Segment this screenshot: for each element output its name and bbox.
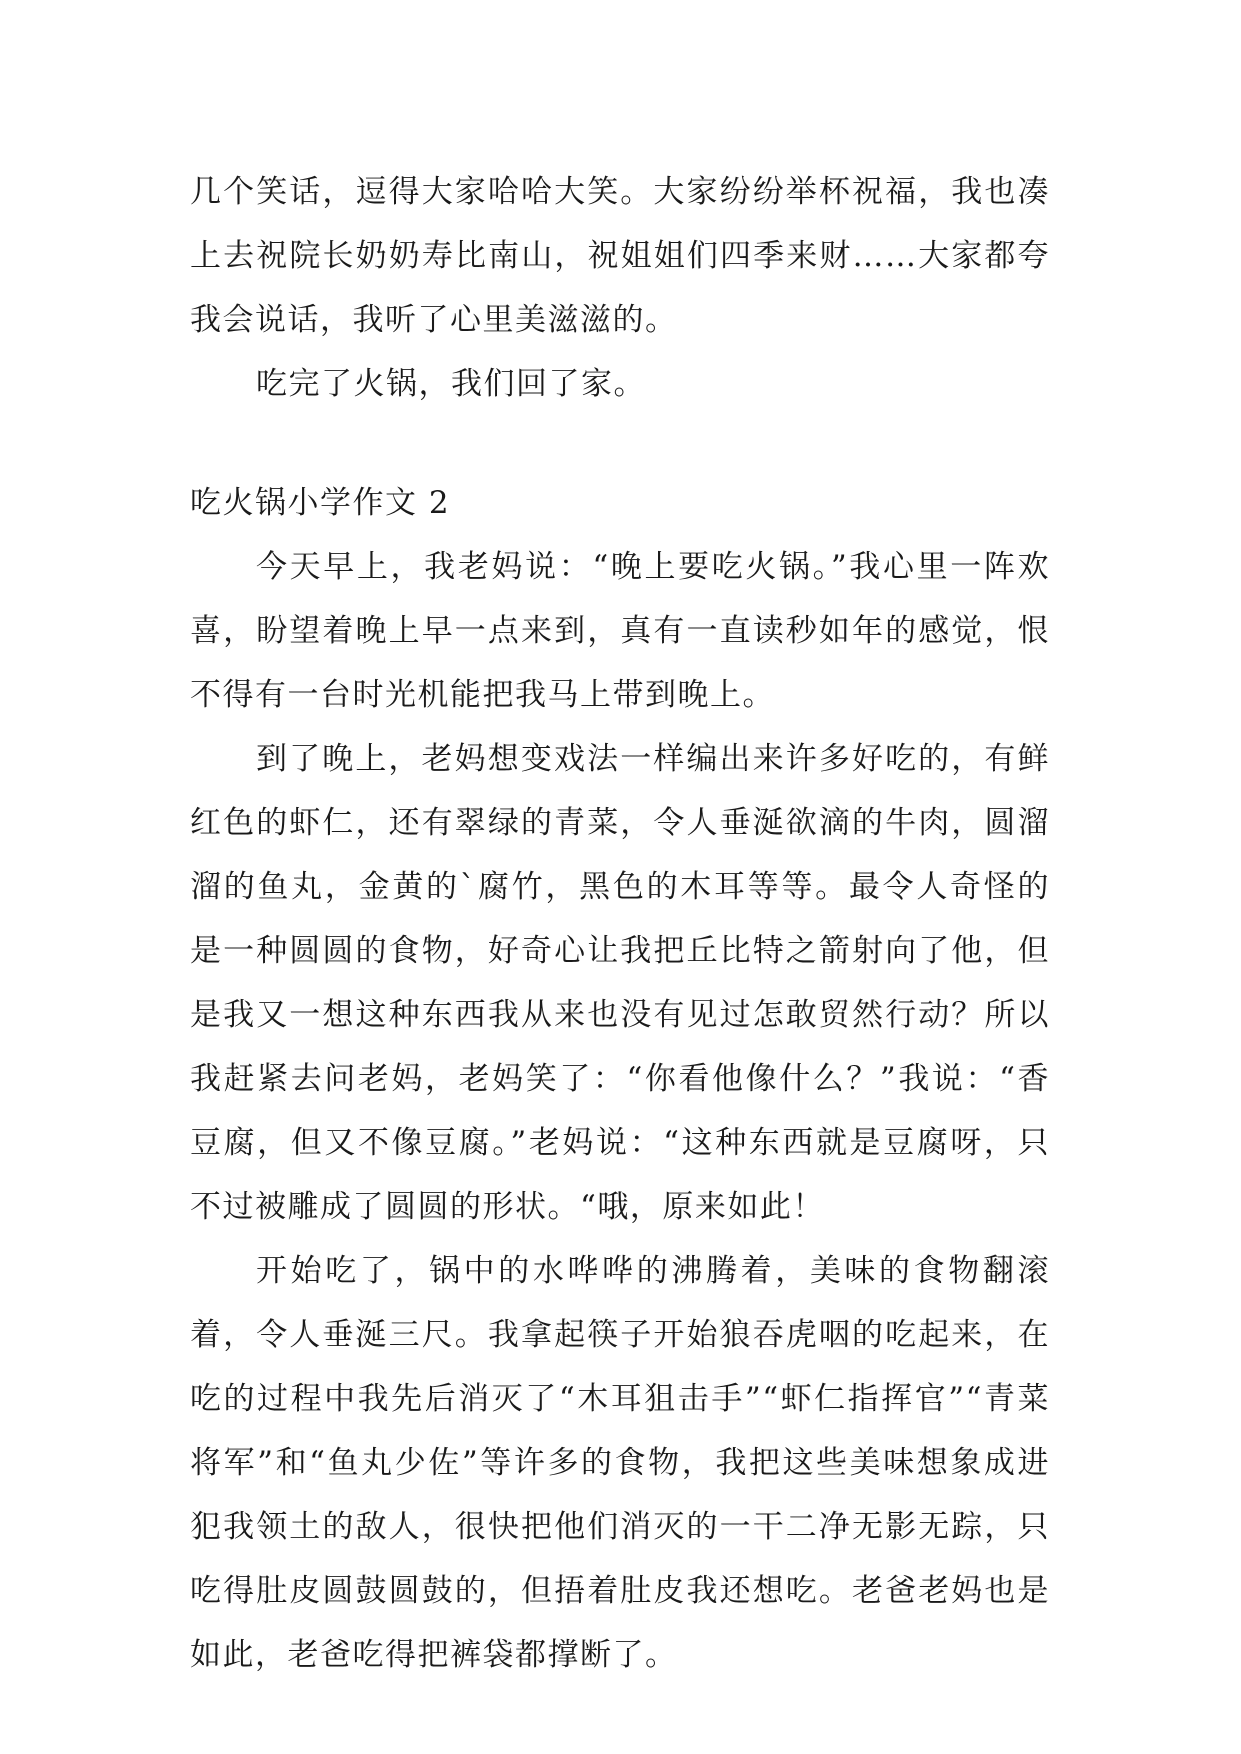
essay-title: 吃火锅小学作文 2 [190,485,451,521]
essay-paragraph: 开始吃了，锅中的水哗哗的沸腾着，美味的食物翻滚着，令人垂涎三尺。我拿起筷子开始狼吞虎咽的吃起来，在吃的过程中我先后消灭了“木耳狙击手”“虾仁指挥官”“青菜将军”和“鱼丸少佐”等许多的食物，我把这些美味想象成进犯我领土的敌人，很快把他们消灭的一干二净无影无踪，只吃得肚皮圆鼓圆鼓的，但捂着肚皮我还想吃。老爸老妈也是如此，老爸吃得把裤袋都撑断了。 [190,1253,1050,1673]
section-gap [190,416,1050,471]
essay-paragraph: 今天早上，我老妈说：“晚上要吃火锅。”我心里一阵欢喜，盼望着晚上早一点来到，真有一直读秒如年的感觉，恨不得有一台时光机能把我马上带到晚上。 [190,549,1050,713]
continuation-paragraph: 吃完了火锅，我们回了家。 [256,366,646,402]
essay-paragraph: 到了晚上，老妈想变戏法一样编出来许多好吃的，有鲜红色的虾仁，还有翠绿的青菜，令人垂涎欲滴的牛肉，圆溜溜的鱼丸，金黄的`腐竹，黑色的木耳等等。最令人奇怪的是一种圆圆的食物，好奇心让我把丘比特之箭射向了他，但是我又一想这种东西我从来也没有见过怎敢贸然行动？所以我赶紧去问老妈，老妈笑了：“你看他像什么？”我说：“香豆腐，但又不像豆腐。”老妈说：“这种东西就是豆腐呀，只不过被雕成了圆圆的形状。“哦，原来如此！ [190,741,1050,1225]
continuation-paragraph: 几个笑话，逗得大家哈哈大笑。大家纷纷举杯祝福，我也凑上去祝院长奶奶寿比南山，祝姐姐们四季来财……大家都夸我会说话，我听了心里美滋滋的。 [190,174,1050,338]
document-page [190,160,1050,1687]
